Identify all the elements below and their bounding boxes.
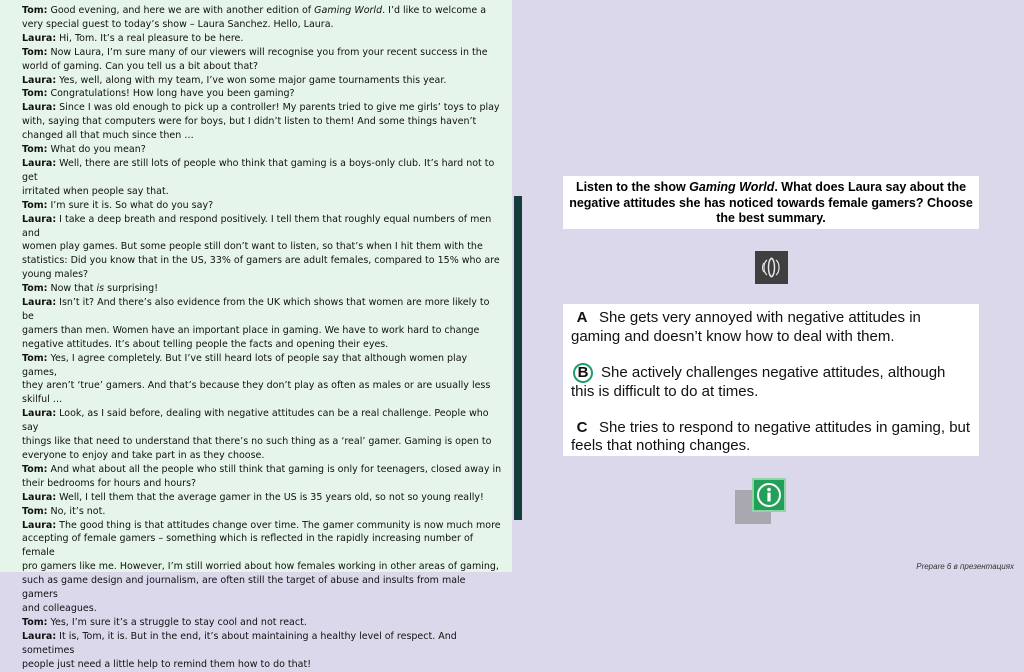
- footer-credit: Prepare 6 в презентациях: [916, 562, 1014, 571]
- transcript-line: pro gamers like me. However, I’m still worried about how females working in other areas of gaming,: [22, 561, 499, 573]
- transcript-line: women play games. But some people still don’t want to listen, so that’s when I hit them with the: [22, 241, 483, 253]
- transcript-line: Tom: I’m sure it is. So what do you say?: [22, 199, 214, 211]
- transcript-line: Tom: Good evening, and here we are with another edition of Gaming World. I’d like to welcome a: [22, 5, 487, 16]
- answer-option-a[interactable]: A She gets very annoyed with negative attitudes in gaming and doesn’t know how to deal with them.: [571, 309, 921, 345]
- transcript-line: Laura: Look, as I said before, dealing with negative attitudes can be a real challenge. People who say: [22, 408, 489, 434]
- transcript-panel: [0, 0, 512, 670]
- transcript-line: accepting of female gamers – something which is reflected in the rapidly increasing number of female: [22, 533, 474, 559]
- transcript-line: their bedrooms for hours and hours?: [22, 477, 197, 489]
- transcript-line: irritated when people say that.: [22, 185, 169, 197]
- answer-option-b[interactable]: B She actively challenges negative attitudes, although this is difficult to do at times.: [571, 364, 946, 400]
- transcript-line: Laura: Well, I tell them that the average gamer in the US is 35 years old, so not so young really!: [22, 491, 484, 503]
- transcript-line: Laura: The good thing is that attitudes change over time. The gamer community is now much more: [22, 519, 501, 531]
- transcript-line: such as game design and journalism, are often still the target of abuse and insults from male gamers: [22, 575, 466, 601]
- transcript-line: Tom: Now Laura, I’m sure many of our viewers will recognise you from your recent success in the: [22, 46, 488, 58]
- transcript-line: Tom: Now that is surprising!: [22, 283, 159, 295]
- transcript-line: and colleagues.: [22, 602, 97, 614]
- transcript-line: very special guest to today’s show – Laura Sanchez. Hello, Laura.: [22, 18, 334, 30]
- transcript-line: they aren’t ‘true’ gamers. And that’s because they don’t play as often as males or are usually less: [22, 380, 491, 392]
- transcript-line: Laura: Isn’t it? And there’s also evidence from the UK which shows that women are more likely to be: [22, 297, 490, 322]
- audio-icon: [755, 251, 788, 284]
- transcript-line: Laura: Since I was old enough to pick up a controller! My parents tried to give me girls’ toys to play: [22, 102, 500, 114]
- selected-answer-marker: B: [573, 363, 593, 383]
- info-button-group: [735, 478, 795, 526]
- transcript-line: Tom: Yes, I agree completely. But I’ve still heard lots of people say that although women play games,: [22, 352, 468, 378]
- transcript-line: Laura: Well, there are still lots of people who think that gaming is a boys-only club. It’s hard not to get: [22, 157, 495, 183]
- transcript-line: young males?: [22, 269, 89, 281]
- info-icon: [754, 480, 784, 510]
- transcript-line: Tom: No, it’s not.: [22, 505, 106, 517]
- transcript-line: Tom: Yes, I’m sure it’s a struggle to stay cool and not react.: [22, 616, 307, 628]
- transcript-line: Tom: And what about all the people who still think that gaming is only for teenagers, closed away in: [22, 463, 502, 475]
- transcript-line: gamers than men. Women have an important place in gaming. We have to work hard to change: [22, 324, 480, 336]
- transcript-line: Tom: Congratulations! How long have you been gaming?: [22, 88, 295, 100]
- answer-options: [563, 304, 979, 456]
- transcript-line: with, saying that computers were for boys, but I didn’t listen to them! And some things haven’t: [22, 116, 477, 128]
- question-box: Listen to the show Gaming World. What does Laura say about the negative attitudes she has noticed towards female gamers? Choose the best summary.: [563, 176, 979, 229]
- answer-option-c[interactable]: C She tries to respond to negative attitudes in gaming, but feels that nothing changes.: [571, 418, 971, 454]
- transcript-line: Laura: Hi, Tom. It’s a real pleasure to be here.: [22, 32, 244, 44]
- transcript-line: Laura: Yes, well, along with my team, I’ve won some major game tournaments this year.: [22, 74, 447, 86]
- info-button[interactable]: [752, 478, 786, 512]
- transcript-line: Tom: What do you mean?: [22, 144, 146, 156]
- transcript-line: world of gaming. Can you tell us a bit about that?: [22, 60, 259, 72]
- background-image-strip: [514, 196, 522, 520]
- audio-play-button[interactable]: [755, 251, 788, 284]
- transcript-line: skilful …: [22, 394, 63, 406]
- transcript-line: Laura: It is, Tom, it is. But in the end, it’s about maintaining a healthy level of respect. And sometimes: [22, 630, 457, 656]
- transcript-line: negative attitudes. It’s about telling people the facts and opening their eyes.: [22, 338, 389, 350]
- transcript-line: changed all that much since then …: [22, 130, 194, 142]
- transcript-line: Laura: I take a deep breath and respond positively. I tell them that roughly equal numbers of men and: [22, 213, 492, 239]
- transcript-line: statistics: Did you know that in the US, 33% of gamers are adult females, compared to 15% who are: [22, 255, 500, 267]
- transcript-line: things like that need to understand that there’s no such thing as a ‘real’ gamer. Gaming is open to: [22, 436, 492, 448]
- transcript-line: people just need a little help to remind them how to do that!: [22, 658, 312, 670]
- transcript-line: everyone to enjoy and take part in as they choose.: [22, 450, 265, 461]
